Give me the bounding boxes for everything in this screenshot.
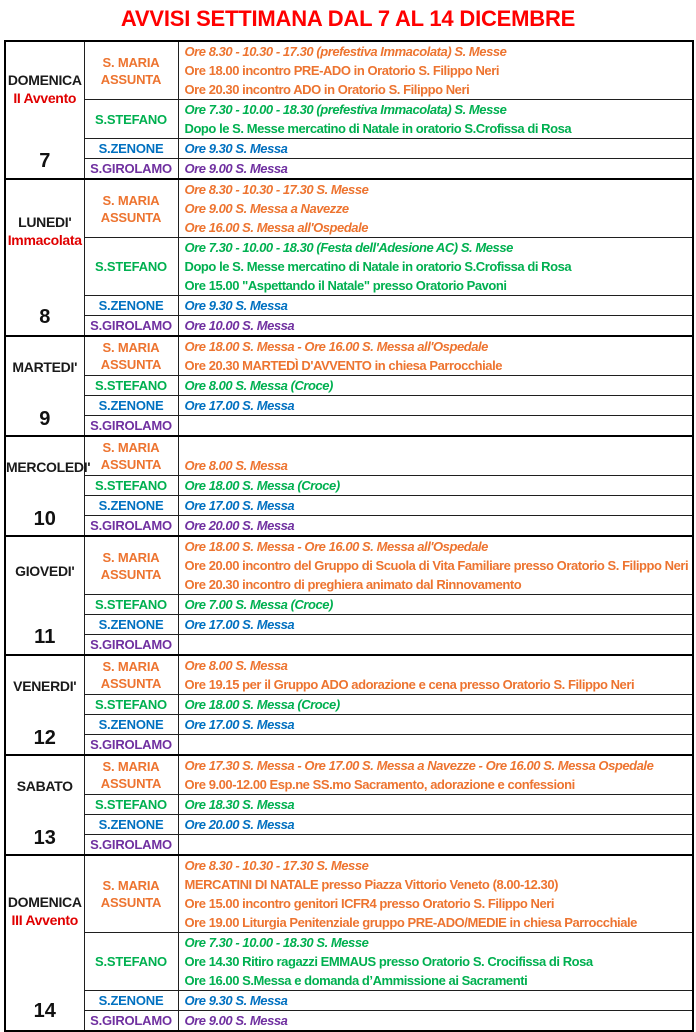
event-line: Ore 19.15 per il Gruppo ADO adorazione e cena presso Oratorio S. Filippo Neri — [184, 677, 635, 692]
event-line: Ore 17.00 S. Messa — [184, 398, 295, 413]
events-cell-girolamo — [178, 316, 693, 337]
schedule-row — [5, 655, 693, 695]
event-line: Ore 9.00-12.00 Esp.ne SS.mo Sacramento, adorazione e confessioni — [184, 777, 575, 792]
day-name-group — [6, 71, 84, 107]
events-cell-maria — [178, 436, 693, 476]
events-cell-zenone — [178, 139, 693, 159]
day-name: GIOVEDI' — [15, 562, 75, 579]
church-label-zenone: S.ZENONE — [84, 815, 178, 835]
events-cell-maria — [178, 855, 693, 933]
event-line: Ore 18.00 incontro PRE-ADO in Oratorio S. Filippo Neri — [184, 63, 499, 78]
church-label-maria: S. MARIA ASSUNTA — [84, 655, 178, 695]
church-label-zenone: S.ZENONE — [84, 991, 178, 1011]
schedule-row — [5, 695, 693, 715]
event-line: Ore 8.30 - 10.30 - 17.30 S. Messe — [184, 182, 369, 197]
events-cell-stefano — [178, 695, 693, 715]
events-cell-maria — [178, 655, 693, 695]
church-label-girolamo: S.GIROLAMO — [84, 316, 178, 337]
church-label-girolamo: S.GIROLAMO — [84, 516, 178, 537]
day-name-group — [6, 893, 84, 929]
church-label-maria: S. MARIA ASSUNTA — [84, 336, 178, 376]
church-label-girolamo: S.GIROLAMO — [84, 159, 178, 180]
day-cell-11 — [5, 536, 84, 655]
events-cell-maria — [178, 41, 693, 100]
church-label-maria: S. MARIA ASSUNTA — [84, 536, 178, 595]
events-cell-stefano — [178, 376, 693, 396]
church-label-stefano: S.STEFANO — [84, 795, 178, 815]
event-line: Dopo le S. Messe mercatino di Natale in oratorio S.Crofissa di Rosa — [184, 259, 572, 274]
event-line: Ore 15.00 "Aspettando il Natale" presso Oratorio Pavoni — [184, 278, 507, 293]
event-line: Ore 9.00 S. Messa — [184, 1013, 288, 1028]
page-title: AVVISI SETTIMANA DAL 7 AL 14 DICEMBRE — [120, 6, 576, 31]
schedule-row — [5, 991, 693, 1011]
schedule-row — [5, 476, 693, 496]
events-cell-zenone — [178, 615, 693, 635]
day-number: 9 — [39, 408, 51, 431]
event-line: Ore 9.30 S. Messa — [184, 993, 288, 1008]
schedule-row — [5, 416, 693, 437]
church-label-zenone: S.ZENONE — [84, 296, 178, 316]
event-line: Ore 18.00 S. Messa - Ore 16.00 S. Messa all'Ospedale — [184, 539, 488, 554]
events-cell-stefano — [178, 476, 693, 496]
day-name-group — [6, 777, 84, 795]
event-line: Ore 18.00 S. Messa (Croce) — [184, 478, 340, 493]
schedule-row — [5, 41, 693, 100]
events-cell-zenone — [178, 496, 693, 516]
church-label-girolamo: S.GIROLAMO — [84, 835, 178, 856]
schedule-row — [5, 436, 693, 476]
day-subtitle: Immacolata — [7, 231, 82, 248]
schedule-row — [5, 795, 693, 815]
day-number: 7 — [39, 149, 51, 172]
day-number: 11 — [34, 626, 56, 649]
schedule-row — [5, 100, 693, 139]
event-line: Ore 7.00 S. Messa (Croce) — [184, 597, 333, 612]
event-line: Ore 8.30 - 10.30 - 17.30 (prefestiva Immacolata) S. Messe — [184, 44, 507, 59]
day-name-group — [6, 458, 91, 476]
event-line: Ore 20.00 incontro del Gruppo di Scuola di Vita Familiare presso Oratorio S. Filippo Neri — [184, 558, 689, 573]
day-name-group — [6, 562, 84, 580]
event-line: Ore 9.30 S. Messa — [184, 298, 288, 313]
events-cell-girolamo — [178, 159, 693, 180]
events-cell-stefano — [178, 238, 693, 296]
event-line: Ore 18.00 S. Messa - Ore 16.00 S. Messa all'Ospedale — [184, 339, 488, 354]
church-label-stefano: S.STEFANO — [84, 695, 178, 715]
church-label-maria: S. MARIA ASSUNTA — [84, 179, 178, 238]
church-label-zenone: S.ZENONE — [84, 615, 178, 635]
events-cell-zenone — [178, 991, 693, 1011]
church-label-zenone: S.ZENONE — [84, 715, 178, 735]
schedule-row — [5, 536, 693, 595]
church-label-maria: S. MARIA ASSUNTA — [84, 41, 178, 100]
church-label-zenone: S.ZENONE — [84, 139, 178, 159]
event-line: Ore 9.00 S. Messa a Navezze — [184, 201, 349, 216]
church-label-stefano: S.STEFANO — [84, 933, 178, 991]
day-name-group — [6, 213, 84, 249]
church-label-stefano: S.STEFANO — [84, 100, 178, 139]
schedule-row — [5, 835, 693, 856]
events-cell-zenone — [178, 296, 693, 316]
event-line: Ore 20.00 S. Messa — [184, 817, 295, 832]
day-name: SABATO — [16, 777, 73, 794]
schedule-row — [5, 159, 693, 180]
day-number: 14 — [33, 1000, 56, 1023]
church-label-zenone: S.ZENONE — [84, 396, 178, 416]
day-name: DOMENICA — [7, 893, 82, 910]
schedule-row — [5, 296, 693, 316]
event-line: Ore 19.00 Liturgia Penitenziale gruppo PRE-ADO/MEDIE in chiesa Parrocchiale — [184, 915, 637, 930]
event-line: Ore 10.00 S. Messa — [184, 318, 295, 333]
day-subtitle: II Avvento — [13, 89, 77, 106]
events-cell-maria — [178, 179, 693, 238]
events-cell-stefano — [178, 933, 693, 991]
event-line: Ore 20.30 incontro ADO in Oratorio S. Filippo Neri — [184, 82, 470, 97]
day-cell-9 — [5, 336, 84, 436]
events-cell-girolamo — [178, 416, 693, 437]
events-cell-zenone — [178, 815, 693, 835]
day-name: MERCOLEDI' — [6, 458, 91, 475]
church-label-maria: S. MARIA ASSUNTA — [84, 755, 178, 795]
event-line: Ore 7.30 - 10.00 - 18.30 (Festa dell'Adesione AC) S. Messe — [184, 240, 513, 255]
events-cell-zenone — [178, 396, 693, 416]
events-cell-zenone — [178, 715, 693, 735]
event-line: Ore 14.30 Ritiro ragazzi EMMAUS presso Oratorio S. Crocifissa di Rosa — [184, 954, 593, 969]
church-label-stefano: S.STEFANO — [84, 238, 178, 296]
day-subtitle: III Avvento — [11, 911, 78, 928]
day-cell-13 — [5, 755, 84, 855]
church-label-zenone: S.ZENONE — [84, 496, 178, 516]
events-cell-maria — [178, 536, 693, 595]
church-label-girolamo: S.GIROLAMO — [84, 735, 178, 756]
day-name: DOMENICA — [7, 71, 82, 88]
schedule-row — [5, 179, 693, 238]
church-label-stefano: S.STEFANO — [84, 376, 178, 396]
events-cell-girolamo — [178, 735, 693, 756]
schedule-row — [5, 735, 693, 756]
event-line: Ore 16.00 S. Messa all'Ospedale — [184, 220, 369, 235]
event-line: Ore 20.00 S. Messa — [184, 518, 295, 533]
event-line: Ore 16.00 S.Messa e domanda d’Ammissione ai Sacramenti — [184, 973, 528, 988]
schedule-row — [5, 238, 693, 296]
event-line: Ore 7.30 - 10.00 - 18.30 (prefestiva Immacolata) S. Messe — [184, 102, 507, 117]
day-number: 12 — [33, 727, 56, 750]
event-line: Ore 8.00 S. Messa — [184, 658, 288, 673]
events-cell-maria — [178, 336, 693, 376]
day-name: LUNEDI' — [18, 213, 72, 230]
church-label-girolamo: S.GIROLAMO — [84, 416, 178, 437]
event-line: Ore 9.30 S. Messa — [184, 141, 288, 156]
events-cell-girolamo — [178, 835, 693, 856]
schedule-row — [5, 336, 693, 376]
day-name: MARTEDI' — [12, 358, 78, 375]
schedule-row — [5, 855, 693, 933]
schedule-row — [5, 396, 693, 416]
event-line: Ore 18.30 S. Messa — [184, 797, 295, 812]
schedule-row — [5, 815, 693, 835]
schedule-row — [5, 516, 693, 537]
event-line: Ore 7.30 - 10.00 - 18.30 S. Messe — [184, 935, 369, 950]
schedule-row — [5, 139, 693, 159]
day-cell-12 — [5, 655, 84, 755]
event-line: Ore 8.00 S. Messa — [184, 458, 288, 473]
schedule-row — [5, 635, 693, 656]
day-cell-14 — [5, 855, 84, 1031]
schedule-row — [5, 933, 693, 991]
church-label-maria: S. MARIA ASSUNTA — [84, 855, 178, 933]
event-line: Ore 20.30 incontro di preghiera animato dal Rinnovamento — [184, 577, 522, 592]
event-line: Ore 8.30 - 10.30 - 17.30 S. Messe — [184, 858, 369, 873]
event-line — [185, 437, 690, 456]
schedule-row — [5, 715, 693, 735]
event-line: Ore 17.00 S. Messa — [184, 717, 295, 732]
church-label-girolamo: S.GIROLAMO — [84, 635, 178, 656]
schedule-row — [5, 615, 693, 635]
weekly-schedule-table — [4, 40, 694, 1032]
events-cell-girolamo — [178, 516, 693, 537]
schedule-row — [5, 1011, 693, 1032]
events-cell-girolamo — [178, 1011, 693, 1032]
event-line: Ore 9.00 S. Messa — [184, 161, 288, 176]
event-line: Ore 15.00 incontro genitori ICFR4 presso Oratorio S. Filippo Neri — [184, 896, 554, 911]
church-label-stefano: S.STEFANO — [84, 595, 178, 615]
day-number: 13 — [33, 827, 56, 850]
event-line: Ore 18.00 S. Messa (Croce) — [184, 697, 340, 712]
event-line: Ore 20.30 MARTEDÌ D'AVVENTO in chiesa Parrocchiale — [184, 358, 503, 373]
schedule-row — [5, 376, 693, 396]
event-line: Ore 17.00 S. Messa — [184, 498, 295, 513]
schedule-row — [5, 496, 693, 516]
day-cell-8 — [5, 179, 84, 336]
day-name: VENERDI' — [13, 677, 77, 694]
schedule-row — [5, 755, 693, 795]
events-cell-stefano — [178, 595, 693, 615]
church-label-stefano: S.STEFANO — [84, 476, 178, 496]
schedule-body — [5, 41, 693, 1031]
events-cell-maria — [178, 755, 693, 795]
event-line: MERCATINI DI NATALE presso Piazza Vittorio Veneto (8.00-12.30) — [184, 877, 559, 892]
church-label-maria: S. MARIA ASSUNTA — [84, 436, 178, 476]
schedule-row — [5, 316, 693, 337]
day-cell-7 — [5, 41, 84, 179]
day-name-group — [6, 358, 84, 376]
event-line: Ore 17.30 S. Messa - Ore 17.00 S. Messa a Navezze - Ore 16.00 S. Messa Ospedale — [184, 758, 654, 773]
event-line: Ore 8.00 S. Messa (Croce) — [184, 378, 333, 393]
events-cell-girolamo — [178, 635, 693, 656]
events-cell-stefano — [178, 795, 693, 815]
day-number: 8 — [39, 305, 51, 328]
events-cell-stefano — [178, 100, 693, 139]
schedule-row — [5, 595, 693, 615]
day-name-group — [6, 677, 84, 695]
church-label-girolamo: S.GIROLAMO — [84, 1011, 178, 1032]
day-cell-10 — [5, 436, 91, 536]
day-number: 10 — [33, 508, 56, 531]
event-line: Ore 17.00 S. Messa — [184, 617, 295, 632]
event-line: Dopo le S. Messe mercatino di Natale in oratorio S.Crofissa di Rosa — [184, 121, 572, 136]
